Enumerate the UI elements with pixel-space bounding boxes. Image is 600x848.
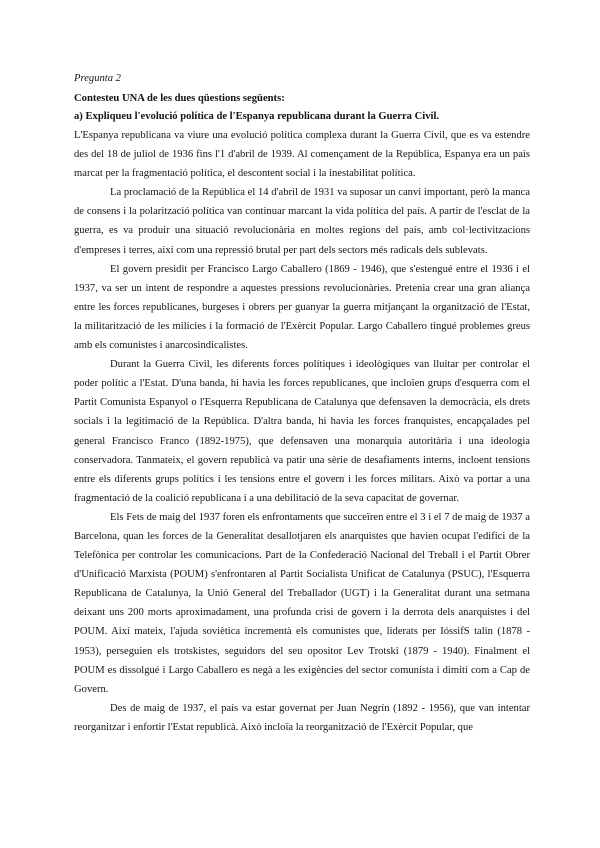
subquestion-heading: a) Expliqueu l'evolució política de l'Espanya republicana durant la Guerra Civil. [74, 111, 440, 122]
paragraph-republic: La proclamació de la República el 14 d'abril de 1931 va suposar un canvi important, però la manca de consens i la polarització política van continuar marcant la vida política del país. A partir de l'esclat de la guerra, es va produir una situació revolucionària en moltes regions del país, amb col·lectivitzacions d'empreses i terres, així com una repressió brutal per part dels sectors més radicals dels sublevats. [74, 187, 530, 256]
paragraph-largo-caballero: El govern presidit per Francisco Largo Caballero (1869 - 1946), que s'estengué entre el 1936 i el 1937, va ser un intent de respondre a aquestes pressions revolucionàries. Pretenia crear una gran aliança entre les forces republicanes, burgeses i obrers per guanyar la guerra mitjançant la organització de l'Estat, la militarització de les milícies i la formació de l'Exèrcit Popular. Largo Caballero tingué problemes greus amb els comunistes i anarcosindicalistes. [74, 263, 530, 352]
paragraph-intro: L'Espanya republicana va viure una evolució política complexa durant la Guerra Civil, que es va estendre des del 18 de juliol de 1936 fins l'1 d'abril de 1939. Al començament de la República, Espanya era un país marcat per la fragmentació política, el descontent social i la inestabilitat política. [74, 130, 530, 180]
document-page [74, 70, 530, 737]
paragraph-negrin: Des de maig de 1937, el país va estar governat per Juan Negrín (1892 - 1956), que van intentar reorganitzar i enfortir l'Estat republicà. Això incloïa la reorganització de l'Exèrcit Popular, que [74, 702, 530, 733]
paragraph-political-forces: Durant la Guerra Civil, les diferents forces polítiques i ideològiques van lluitar per controlar el poder polític a l'Estat. D'una banda, hi havia les forces republicanes, que incloïen grups d'esquerra com el Partit Comunista Espanyol o l'Esquerra Republicana de Catalunya que defensaven la democràcia, els drets socials i la legitimació de la República. D'altra banda, hi havia les forces franquistes, encapçalades pel general Francisco Franco (1892-1975), que defensaven una monarquia autoritària i una ideologia conservadora. Tanmateix, el govern republicà va patir una sèrie de desafiaments interns, incloent tensions entre els diferents grups polítics i les tensions entre el govern i les forces militars. Això va portar a una fragmentació de la coalició republicana i a una debilitació de la seva capacitat de governar. [74, 359, 530, 504]
paragraph-may-events: Els Fets de maig del 1937 foren els enfrontaments que succeïren entre el 3 i el 7 de maig de 1937 a Barcelona, quan les forces de la Generalitat desallotjaren els anarquistes que havien ocupat l'edifici de la Telefònica per controlar les comunicacions. Part de la Confederació Nacional del Treball i el Partit Obrer d'Unificació Marxista (POUM) s'enfrontaren al Partit Socialista Unificat de Catalunya (PSUC), l'Esquerra Republicana de Catalunya, la Unió General del Treballador (UGT) i la Generalitat durant una setmana deixant uns 200 morts aproximadament, una profunda crisi de govern i la derrota dels anarquistes i del POUM. Així mateix, l'ajuda soviètica incrementà els comunistes que, liderats per IóssifS talin (1878 - 1953), perseguien els trotskistes, seguidors del seu opositor Lev Trotski (1879 - 1940). Finalment el POUM es dissolgué i Largo Caballero es negà a les exigències del sector comunista i dimití com a Cap de Govern. [74, 511, 530, 695]
question-label: Pregunta 2 [74, 73, 121, 84]
instruction-heading: Contesteu UNA de les dues qüestions següents: [74, 93, 285, 104]
